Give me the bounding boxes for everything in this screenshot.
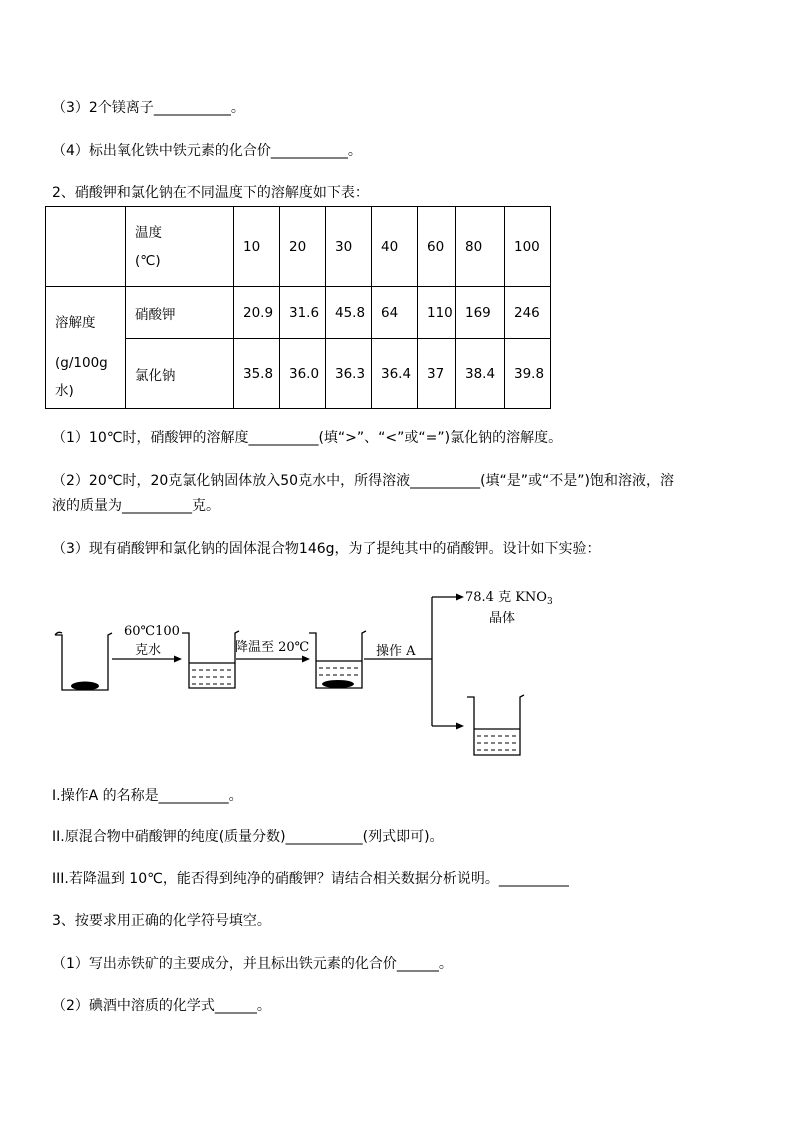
kno3-value: 31.6: [280, 287, 326, 339]
nacl-label: 氯化钠: [126, 339, 234, 409]
q2-2a: （2）20℃时，20克氯化钠固体放入50克水中，所得溶液__________(填“是”或“不是”)饱和溶液，溶: [52, 473, 675, 489]
kno3-value: 45.8: [326, 287, 372, 339]
beaker-filtrate-icon: [467, 695, 524, 755]
temp-cell: 100: [505, 207, 551, 287]
nacl-value: 36.4: [372, 339, 418, 409]
q2-2b: 液的质量为__________克。: [52, 498, 220, 514]
product-label-2: 晶体: [489, 611, 516, 626]
q-II: II.原混合物中硝酸钾的纯度(质量分数)___________(列式即可)。: [52, 829, 444, 845]
experiment-diagram: [0, 585, 794, 775]
crystal-deposit-icon: [322, 680, 354, 688]
step3-label: 操作 A: [376, 644, 416, 659]
beaker-solution-icon: [182, 631, 239, 688]
q2-1: （1）10℃时，硝酸钾的溶解度__________(填“>”、“<”或“=”)氯化钠的溶解度。: [52, 430, 563, 446]
nacl-value: 37: [418, 339, 456, 409]
step1-label-1: 60℃100: [124, 624, 180, 639]
temp-cell: 60: [418, 207, 456, 287]
solubility-row-header: 溶解度 (g/100g 水): [46, 287, 126, 409]
q3-2: （2）碘酒中溶质的化学式______。: [52, 998, 271, 1014]
table-corner: [46, 207, 126, 287]
beaker-crystals-icon: [309, 631, 366, 688]
temp-cell: 10: [234, 207, 280, 287]
solid-mixture-icon: [71, 682, 99, 691]
product-label: 78.4 克 $KNO_3$: [465, 590, 553, 607]
step2-label: 降温至 20℃: [235, 640, 310, 655]
nacl-value: 36.0: [280, 339, 326, 409]
nacl-value: 38.4: [456, 339, 505, 409]
nacl-value: 36.3: [326, 339, 372, 409]
q3-1: （1）写出赤铁矿的主要成分，并且标出铁元素的化合价______。: [52, 956, 453, 972]
solubility-table: [45, 206, 551, 409]
kno3-value: 64: [372, 287, 418, 339]
step1-label-2: 克水: [135, 643, 162, 658]
kno3-value: 169: [456, 287, 505, 339]
temp-header: 温度 (℃): [126, 207, 234, 287]
q-I: I.操作A 的名称是__________。: [52, 788, 243, 804]
q2-3: （3）现有硝酸钾和氯化钠的固体混合物146g，为了提纯其中的硝酸钾。设计如下实验：: [52, 541, 601, 557]
temp-cell: 80: [456, 207, 505, 287]
q3-title: 3、按要求用正确的化学符号填空。: [52, 913, 271, 929]
q-III: III.若降温到 10℃，能否得到纯净的硝酸钾？请结合相关数据分析说明。__________: [52, 871, 569, 887]
temp-cell: 40: [372, 207, 418, 287]
temp-cell: 20: [280, 207, 326, 287]
beaker-with-solid-icon: [55, 632, 112, 690]
kno3-value: 246: [505, 287, 551, 339]
q1-3: （3）2个镁离子___________。: [52, 100, 245, 116]
temp-cell: 30: [326, 207, 372, 287]
kno3-value: 110: [418, 287, 456, 339]
q1-4: （4）标出氧化铁中铁元素的化合价___________。: [52, 143, 362, 159]
q2-title: 2、硝酸钾和氯化钠在不同温度下的溶解度如下表：: [52, 185, 369, 201]
kno3-value: 20.9: [234, 287, 280, 339]
nacl-value: 35.8: [234, 339, 280, 409]
nacl-value: 39.8: [505, 339, 551, 409]
kno3-label: 硝酸钾: [126, 287, 234, 339]
